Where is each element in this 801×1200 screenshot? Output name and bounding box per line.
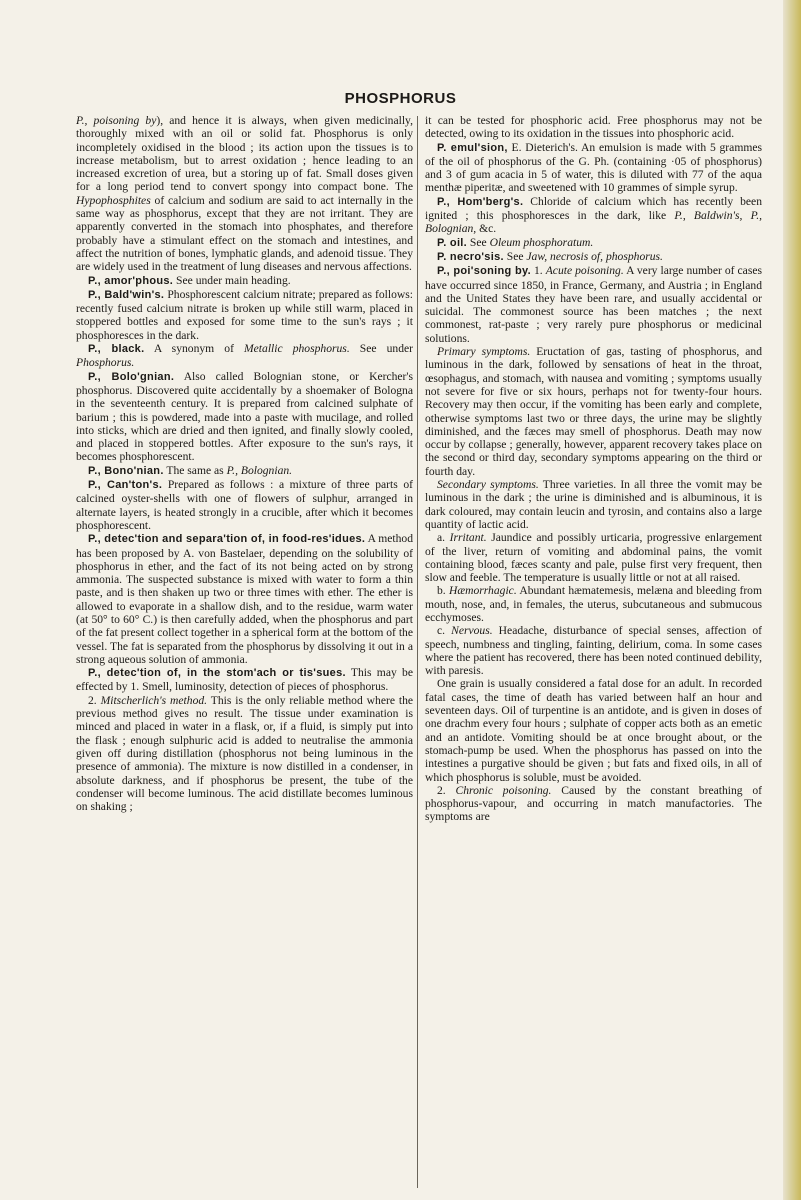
paragraph bbox=[76, 694, 413, 814]
italic-term: Hæmorrhagic. bbox=[448, 584, 517, 598]
body-text: Eructation of gas, tasting of phosphorus, and luminous in the dark, followed by sensations of heat in the throat, œsophagus, and stomach, with nausea and vomiting ; symptoms usually not severe for five or six hours, perhaps not for twenty-four hours. Recovery may then occur, if the vomiting has been early and complete, otherwise symptoms last two or three days, the urine may be slightly diminished, and the fæces may smell of phosphorus. Death may now occur by collapse ; generally, however, apparent recovery takes place on the second or third day, secondary symptoms appearing on the third or fourth day. bbox=[425, 345, 762, 478]
paragraph bbox=[425, 250, 762, 264]
page-edge bbox=[783, 0, 801, 1200]
paragraph bbox=[425, 624, 762, 677]
paragraph bbox=[425, 584, 762, 624]
body-text: The same as bbox=[163, 463, 227, 477]
paragraph bbox=[76, 342, 413, 370]
paragraph bbox=[425, 478, 762, 531]
body-text: This is the only reliable method where the previous method gives no result. The tissue under examination is minced and placed in water in a flask, or, if a fluid, is simply put into the flask ; enough sulphuric acid is added to neutralise the ammonia given off during distillation (phosphorus not being luminous in the presence of ammonia). The mixture is now distilled in a condenser, in absolute darkness, and if phosphorus be present, the tube of the condenser will become luminous. The acid distillate becomes luminous on shaking ; bbox=[76, 693, 413, 814]
body-text: of calcium and sodium are said to act internally in the same way as phosphorus, except that they are not irritant. They are apparently converted in the stomach into phosphates, and therefore probably have a stimulant effect on the stomach and intestines, and affect the nutrition of bones, lymphatic glands, and adenoid tissue. They are widely used in the treatment of lung diseases and nervous affections. bbox=[76, 193, 413, 274]
paragraph bbox=[425, 236, 762, 250]
italic-term: Acute poisoning. bbox=[545, 264, 624, 278]
italic-term: Mitscherlich's method. bbox=[100, 693, 208, 707]
body-text: b. bbox=[437, 584, 449, 598]
body-text: 2. bbox=[88, 693, 101, 707]
entry-headword: P., Bono'nian. bbox=[88, 464, 164, 477]
italic-term: P., Baldwin's, P., Bolognian, bbox=[425, 209, 762, 236]
paragraph bbox=[425, 345, 762, 478]
paragraph bbox=[425, 784, 762, 824]
entry-headword: P. necro'sis. bbox=[437, 250, 504, 263]
body-text: &c. bbox=[476, 222, 497, 236]
paragraph bbox=[425, 195, 762, 236]
paragraph bbox=[76, 274, 413, 288]
entry-headword: P., detec'tion of, in the stom'ach or tis'sues. bbox=[88, 667, 346, 680]
paragraph bbox=[76, 370, 413, 464]
paragraph bbox=[76, 288, 413, 342]
paragraph bbox=[425, 114, 762, 141]
paragraph bbox=[425, 141, 762, 195]
body-text: See under bbox=[349, 342, 413, 356]
body-text: Jaundice and possibly urticaria, progressive enlargement of the liver, return of vomiting and abdominal pains, the vomit containing blood, fæces scanty and pale, pulse first very frequent, then slow and feeble. The temperature is usually little or not at all raised. bbox=[425, 531, 762, 585]
italic-term: Phosphorus. bbox=[76, 356, 135, 370]
body-text: it can be tested for phosphoric acid. Free phosphorus may not be detected, owing to its oxidation in the tissues into phosphoric acid. bbox=[425, 114, 762, 141]
italic-term: Nervous. bbox=[451, 624, 493, 638]
body-text: Caused by the constant breathing of phosphorus-vapour, and occurring in match manufactories. The symptoms are bbox=[425, 783, 762, 824]
body-text: E. Dieterich's. An emulsion is made with 5 grammes of the oil of phosphorus of the G. Ph. (containing ·05 of phosphorus) and 3 of gum acacia in 5 of water, this is diluted with 77 of the aqua menthæ piperitæ, and sweetened with 10 grammes of simple syrup. bbox=[425, 140, 762, 195]
entry-headword: P., Can'ton's. bbox=[88, 479, 163, 492]
column-rule bbox=[417, 116, 418, 1188]
body-text: This may be effected by 1. Smell, luminosity, detection of pieces of phosphorus. bbox=[76, 666, 413, 694]
body-text: See under main heading. bbox=[173, 273, 291, 287]
left-column bbox=[76, 114, 413, 1192]
italic-term: Secondary symptoms. bbox=[437, 478, 539, 492]
entry-headword: P., Bolo'gnian. bbox=[88, 370, 175, 383]
body-text: Abundant hæmatemesis, melæna and bleeding from mouth, nose, and, in females, the uterus, subcutaneous and submucous ecchymoses. bbox=[425, 584, 762, 624]
running-head: PHOSPHORUS bbox=[344, 90, 457, 107]
body-text: A synonym of bbox=[144, 342, 244, 356]
paragraph bbox=[76, 532, 413, 666]
paragraph bbox=[76, 478, 413, 532]
paragraph bbox=[425, 531, 762, 584]
right-column bbox=[425, 114, 762, 1192]
entry-headword: P. oil. bbox=[437, 236, 468, 249]
body-text: A method has been proposed by A. von Bastelaer, depending on the solubility of phosphorus in ether, and the fact of its not being acted on by strong ammonia. The suspected substance is mixed with water to form a thin paste, and is then shaken up two or three times with ether. The ether is allowed to evaporate in a shallow dish, and to the residue, warm water (at 50° to 60° C.) is then carefully added, when the phosphorus and part of the fat present collect together in a spherical form at the bottom of the vessel. The fat is separated from the phosphorus by dissolving it out in a strong aqueous solution of ammonia. bbox=[76, 532, 413, 666]
italic-term: Irritant. bbox=[449, 531, 487, 545]
body-text: See bbox=[467, 235, 490, 249]
body-text: a. bbox=[437, 531, 450, 545]
body-text: One grain is usually considered a fatal dose for an adult. In recorded fatal cases, the time of death has varied between half an hour and seventeen days. Oil of turpentine is an antidote, and is given in doses of one drachm every four hours ; sulphate of copper acts both as an emetic and an antidote. Vomiting should be at once brought about, or the stomach-pump be used. When the phosphorus has passed on into the intestines a purgative should be given ; but fats and fixed oils, in all of which phosphorus is soluble, must be avoided. bbox=[425, 677, 762, 784]
paragraph bbox=[76, 666, 413, 694]
italic-term: Chronic poisoning. bbox=[455, 783, 552, 797]
italic-term: Primary symptoms. bbox=[437, 345, 531, 359]
italic-term: Jaw, necrosis of, phosphorus. bbox=[526, 249, 663, 263]
body-text: ), and hence it is always, when given medicinally, thoroughly mixed with an oil or solid fat. Phosphorus is only incompletely oxidised in the blood ; its action upon the tissues is to increase metabolism, but to arrest oxidation ; hence leading to an increased excretion of urea, but a storing up of fat. Small doses given for a long period tend to convert spongy into compact bone. The bbox=[76, 114, 413, 194]
entry-headword: P., amor'phous. bbox=[88, 274, 174, 287]
body-text: See bbox=[503, 249, 527, 263]
paragraph bbox=[76, 114, 413, 274]
entry-headword: P. emul'sion, bbox=[437, 141, 508, 154]
italic-term: Metallic phosphorus. bbox=[244, 342, 350, 356]
entry-headword: P., Bald'win's. bbox=[88, 288, 165, 301]
body-text: Chloride of calcium which has recently been ignited ; this phosphoresces in the dark, like bbox=[425, 194, 762, 223]
body-text: Prepared as follows : a mixture of three parts of calcined oyster-shells with one of flowers of sulphur, arranged in alternate layers, is heated strongly in a crucible, after which it becomes phosphorescent. bbox=[76, 478, 413, 532]
italic-term: P., Bolognian. bbox=[226, 463, 293, 477]
entry-headword: P., Hom'berg's. bbox=[437, 195, 524, 208]
paragraph bbox=[425, 264, 762, 345]
italic-term: P., poisoning by bbox=[76, 114, 157, 127]
paragraph bbox=[425, 677, 762, 783]
body-text: c. bbox=[437, 624, 452, 638]
italic-term: Hypophosphites bbox=[76, 193, 151, 207]
paragraph bbox=[76, 464, 413, 478]
body-text: Also called Bolognian stone, or Kercher's phosphorus. Discovered quite accidentally by a shoemaker of Bologna in the seventeenth century. It is prepared from calcined sulphate of barium ; this is powdered, made into a paste with mucilage, and rolled into sticks, which are dried and then ignited, and finally slowly cooled, and placed in stoppered bottles. After exposure to the sun's rays, it becomes phosphorescent. bbox=[76, 369, 413, 464]
italic-term: Oleum phosphoratum. bbox=[489, 235, 594, 249]
entry-headword: P., black. bbox=[88, 343, 145, 356]
body-text: 2. bbox=[437, 783, 456, 797]
body-text: 1. bbox=[531, 264, 546, 278]
entry-headword: P., detec'tion and separa'tion of, in food-res'idues. bbox=[88, 533, 366, 546]
body-text: Headache, disturbance of special senses, affection of speech, numbness and tingling, fainting, delirium, coma. In some cases where the patient has recovered, there has been noted continued debility, with paresis. bbox=[425, 624, 762, 678]
body-text: A very large number of cases have occurred since 1850, in France, Germany, and Austria ; in England and the United States they have been rare, and usually accidental or suicidal. The commonest source has been matches ; the next commonest, rat-paste ; very rarely pure phosphorus or medicinal solutions. bbox=[425, 264, 762, 345]
body-text: Phosphorescent calcium nitrate; prepared as follows: recently fused calcium nitrate is broken up while still warm, placed in stoppered bottles and exposed for some time to the sun's rays ; it phosphoresces in the dark. bbox=[76, 287, 413, 342]
body-text: Three varieties. In all three the vomit may be luminous in the dark ; the urine is diminished and is albuminous, it is dark coloured, may contain leucin and tyrosin, and contains also a large quantity of lactic acid. bbox=[425, 478, 762, 531]
entry-headword: P., poi'soning by. bbox=[437, 265, 531, 278]
